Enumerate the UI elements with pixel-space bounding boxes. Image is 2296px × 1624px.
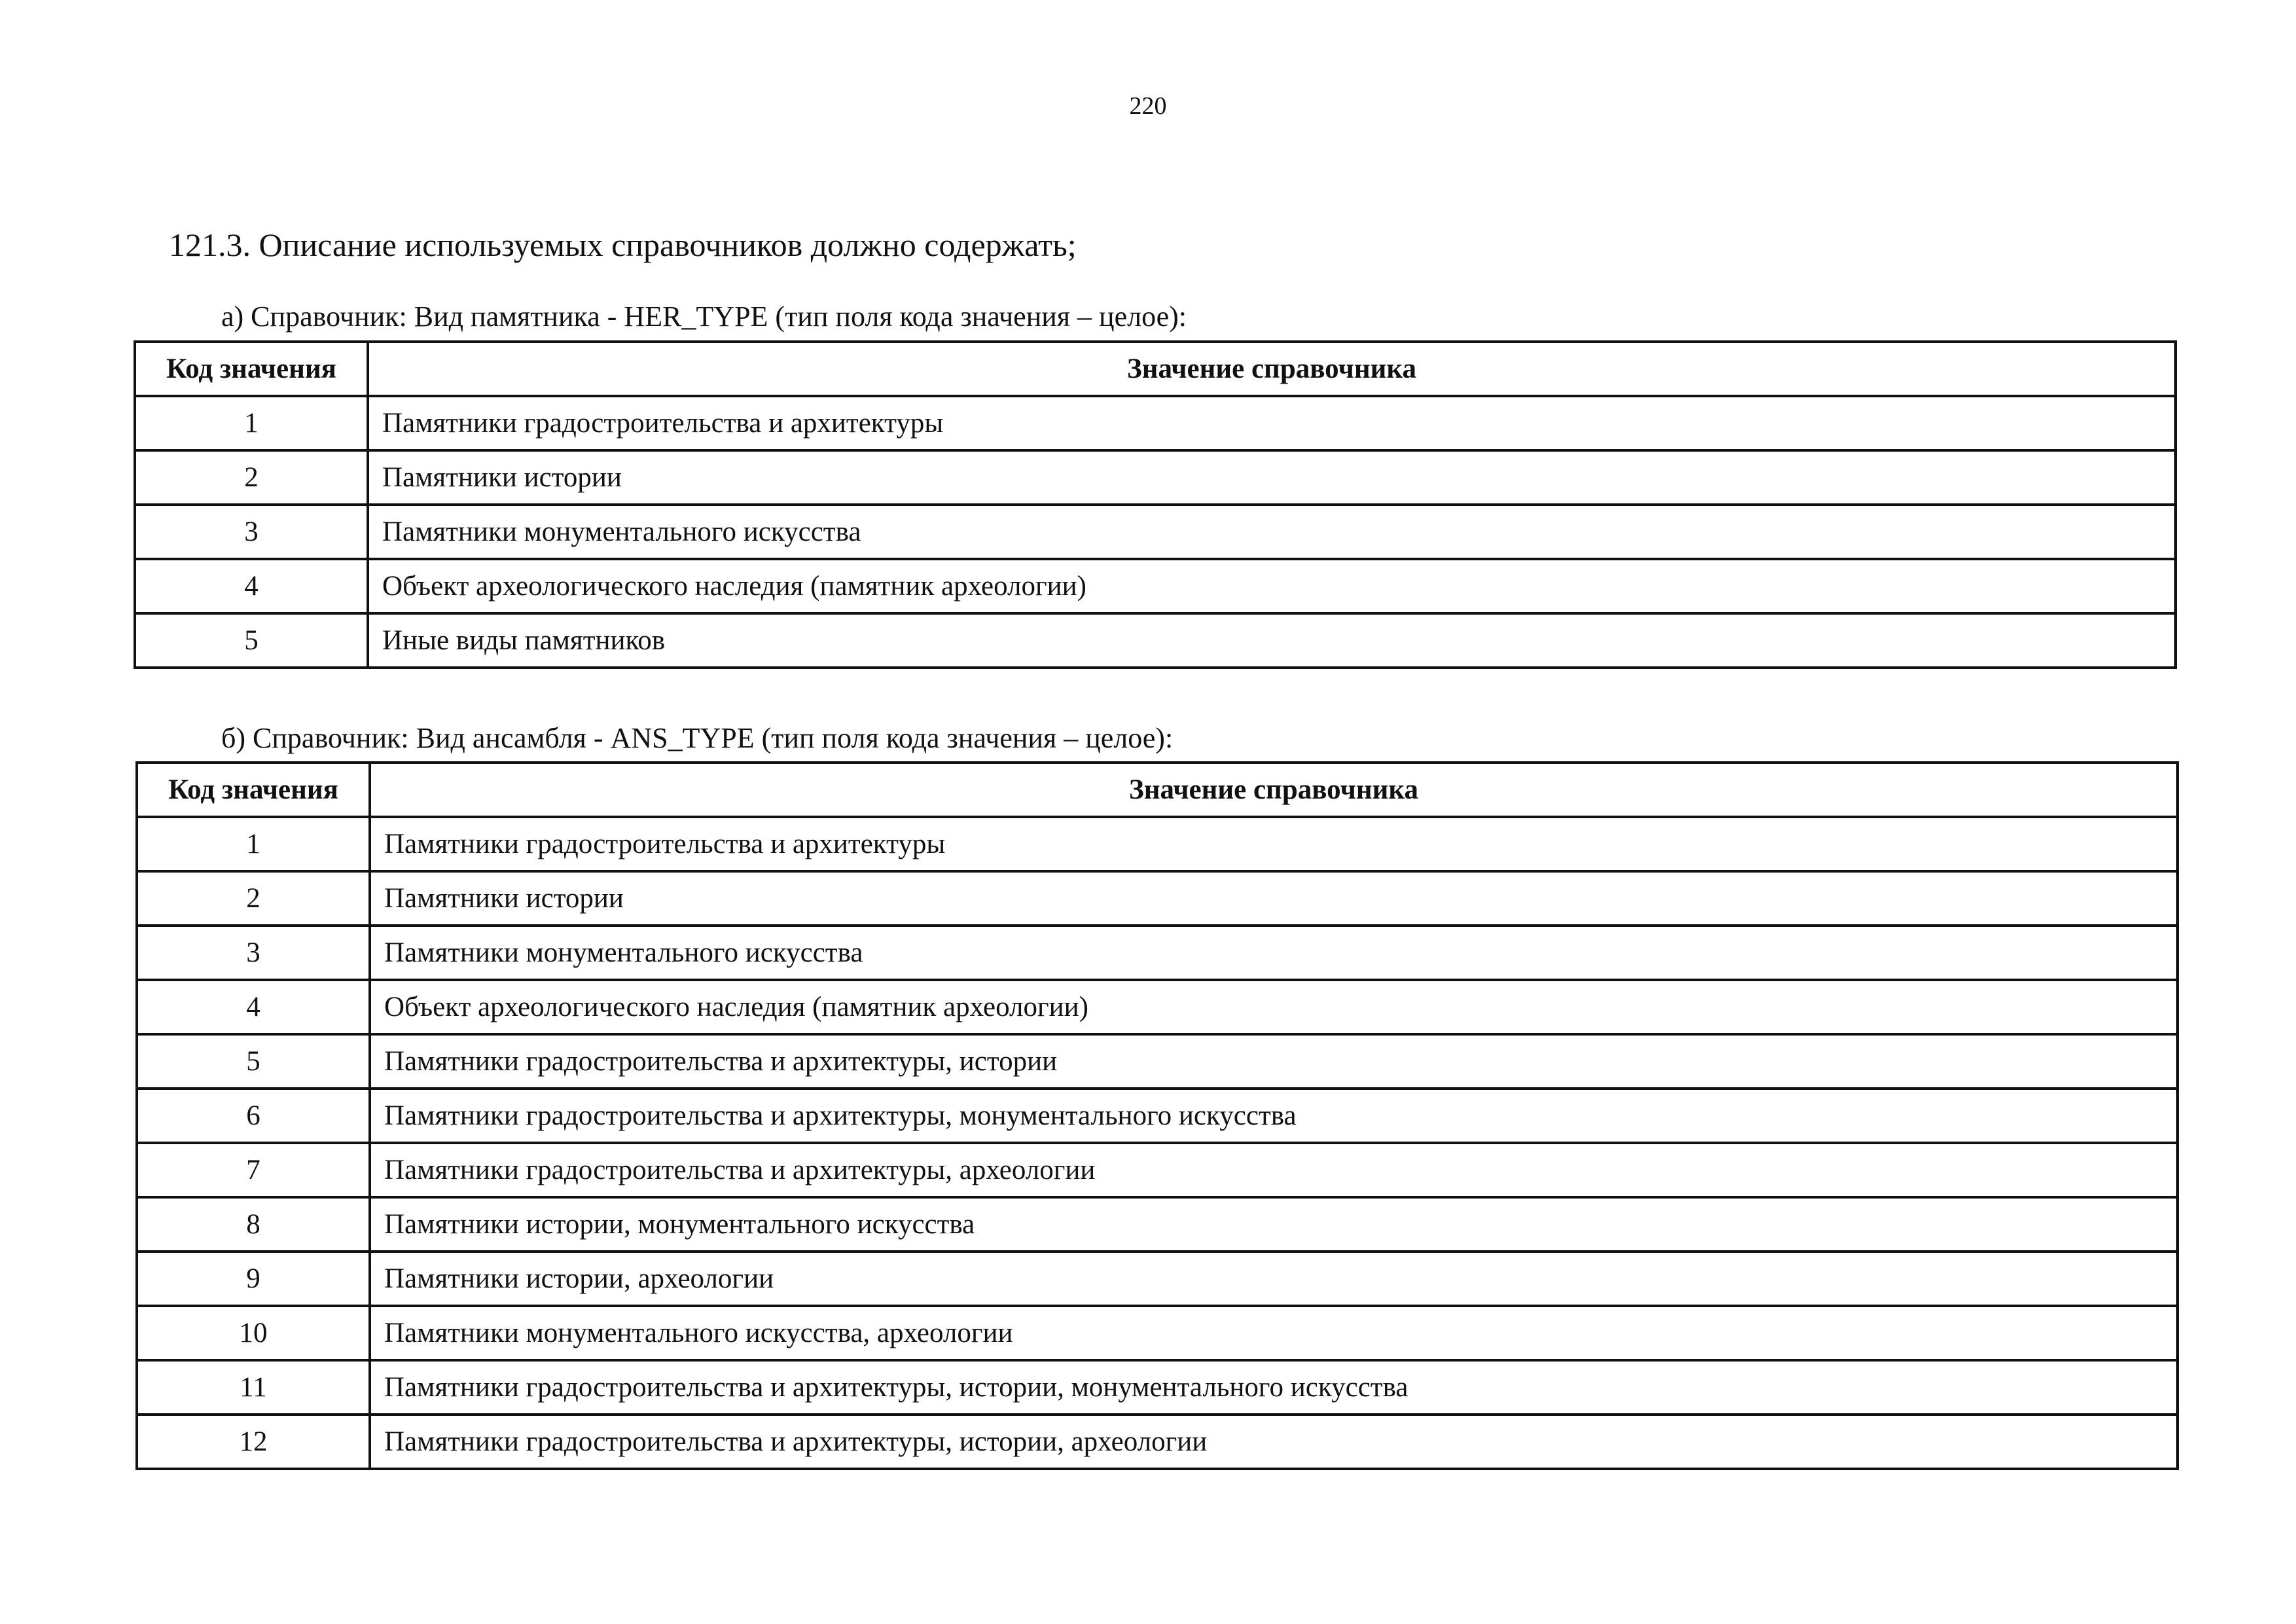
table-row bbox=[137, 1360, 2178, 1415]
table-row bbox=[137, 1034, 2178, 1089]
page-number: 220 bbox=[1129, 92, 1167, 120]
table-row bbox=[137, 980, 2178, 1034]
header-code: Код значения bbox=[137, 763, 370, 817]
row-code: 1 bbox=[137, 817, 370, 871]
row-code: 8 bbox=[137, 1197, 370, 1252]
row-value: Памятники истории bbox=[370, 871, 2178, 926]
row-value: Памятники градостроительства и архитектуры, истории, археологии bbox=[370, 1415, 2178, 1469]
row-value: Памятники истории bbox=[368, 450, 2176, 505]
header-value: Значение справочника bbox=[368, 342, 2176, 396]
table-row bbox=[137, 1089, 2178, 1143]
row-value: Памятники градостроительства и архитектуры, истории bbox=[370, 1034, 2178, 1089]
section-heading: 121.3. Описание используемых справочников должно содержать; bbox=[169, 226, 1077, 263]
row-code: 2 bbox=[137, 871, 370, 926]
table-row bbox=[137, 1197, 2178, 1252]
row-value: Памятники монументального искусства bbox=[370, 926, 2178, 980]
row-code: 1 bbox=[135, 396, 368, 450]
row-value: Памятники градостроительства и архитектуры bbox=[368, 396, 2176, 450]
row-value: Объект археологического наследия (памятник археологии) bbox=[370, 980, 2178, 1034]
row-code: 9 bbox=[137, 1252, 370, 1306]
row-code: 11 bbox=[137, 1360, 370, 1415]
row-code: 3 bbox=[137, 926, 370, 980]
table-row bbox=[135, 559, 2176, 613]
table-row bbox=[135, 613, 2176, 668]
table-row bbox=[137, 817, 2178, 871]
header-code: Код значения bbox=[135, 342, 368, 396]
row-code: 3 bbox=[135, 505, 368, 559]
row-value: Памятники градостроительства и архитектуры, истории, монументального искусства bbox=[370, 1360, 2178, 1415]
table-row bbox=[137, 1252, 2178, 1306]
table-header-row bbox=[137, 763, 2178, 817]
row-code: 12 bbox=[137, 1415, 370, 1469]
row-code: 5 bbox=[135, 613, 368, 668]
row-value: Объект археологического наследия (памятник археологии) bbox=[368, 559, 2176, 613]
row-code: 10 bbox=[137, 1306, 370, 1360]
table-ans-type bbox=[135, 761, 2179, 1470]
table-row bbox=[137, 871, 2178, 926]
row-code: 6 bbox=[137, 1089, 370, 1143]
row-value: Памятники градостроительства и архитектуры, монументального искусства bbox=[370, 1089, 2178, 1143]
table-row bbox=[137, 1415, 2178, 1469]
row-value: Памятники градостроительства и архитектуры bbox=[370, 817, 2178, 871]
row-value: Памятники истории, археологии bbox=[370, 1252, 2178, 1306]
table-row bbox=[135, 396, 2176, 450]
row-value: Памятники монументального искусства, археологии bbox=[370, 1306, 2178, 1360]
table-row bbox=[137, 926, 2178, 980]
row-code: 5 bbox=[137, 1034, 370, 1089]
table-a-caption: а) Справочник: Вид памятника - HER_TYPE (тип поля кода значения – целое): bbox=[221, 300, 1187, 333]
row-code: 7 bbox=[137, 1143, 370, 1197]
table-row bbox=[137, 1306, 2178, 1360]
row-value: Памятники истории, монументального искусства bbox=[370, 1197, 2178, 1252]
row-value: Памятники монументального искусства bbox=[368, 505, 2176, 559]
row-value: Памятники градостроительства и архитектуры, археологии bbox=[370, 1143, 2178, 1197]
row-code: 2 bbox=[135, 450, 368, 505]
table-row bbox=[137, 1143, 2178, 1197]
table-her-type bbox=[134, 340, 2177, 669]
row-code: 4 bbox=[135, 559, 368, 613]
row-code: 4 bbox=[137, 980, 370, 1034]
table-header-row bbox=[135, 342, 2176, 396]
header-value: Значение справочника bbox=[370, 763, 2178, 817]
row-value: Иные виды памятников bbox=[368, 613, 2176, 668]
table-b-caption: б) Справочник: Вид ансамбля - ANS_TYPE (тип поля кода значения – целое): bbox=[221, 722, 1174, 754]
table-row bbox=[135, 505, 2176, 559]
table-row bbox=[135, 450, 2176, 505]
